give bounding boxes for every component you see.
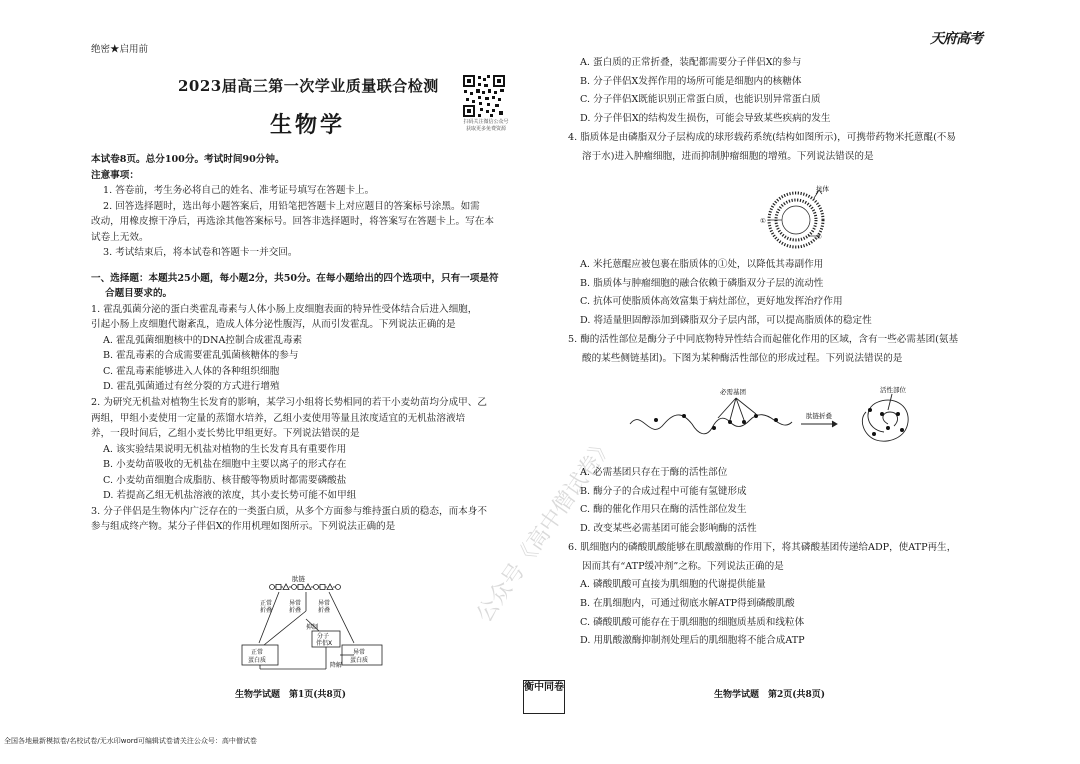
option-b: B. 分子伴侣X发挥作用的场所可能是细胞内的核糖体	[580, 75, 802, 87]
subject-title: 生物学	[270, 112, 346, 138]
svg-text:折叠: 折叠	[289, 607, 302, 614]
fig3-misfold: 异常	[318, 600, 331, 607]
option-d: D. 将适量胆固醇添加到磷脂双分子层内部，可以提高脂质体的稳定性	[580, 315, 872, 327]
question-6-line: 6. 肌细胞内的磷酸肌酸能够在肌酸激酶的作用下，将其磷酸基团传递给ADP，使ATP再生，	[568, 541, 957, 553]
fig4-antibody: 抗体	[816, 185, 829, 193]
exam-title: 2023届高三第一次学业质量联合检测	[178, 77, 439, 95]
option-c: C. 分子伴侣X既能识别正常蛋白质，也能识别异常蛋白质	[580, 94, 821, 106]
option-c: C. 磷酸肌酸可能存在于肌细胞的细胞质基质和线粒体	[580, 616, 805, 628]
note-line: 2. 回答选择题时，选出每小题答案后，用铅笔把答题卡上对应题目的答案标号涂黑。如需	[103, 200, 480, 212]
question-4-line: 溶于水)进入肿瘤细胞，进而抑制肿瘤细胞的增殖。下列说法错误的是	[582, 150, 874, 162]
svg-text:伴侣X: 伴侣X	[316, 640, 333, 647]
option-b: B. 霍乱毒素的合成需要霍乱弧菌核糖体的参与	[103, 350, 299, 362]
fig5-active-site: 活性部位	[880, 386, 906, 394]
question-1-line: 引起小肠上皮细胞代谢紊乱，造成人体分泌性腹泻，从而引发霍乱。下列说法正确的是	[91, 319, 456, 331]
fig3-degrade: 降解	[330, 662, 343, 669]
figure-enzyme	[626, 384, 942, 460]
question-5-line: 5. 酶的活性部位是酶分子中同底物特异性结合而起催化作用的区域，含有一些必需基团(氨基	[568, 333, 959, 345]
option-b: B. 小麦幼苗吸收的无机盐在细胞中主要以离子的形式存在	[103, 459, 347, 471]
option-d: D. 分子伴侣X的结构发生损伤，可能会导致某些疾病的发生	[580, 113, 831, 125]
qr-caption: 扫码关注微信公众号 获取更多免费资源	[463, 119, 509, 132]
option-a: A. 必需基团只存在于酶的活性部位	[580, 467, 728, 478]
brand-logo: 天府高考	[930, 31, 982, 47]
option-b: B. 在肌细胞内，可通过彻底水解ATP得到磷酸肌酸	[580, 597, 795, 609]
secret-label: 绝密★启用前	[91, 44, 149, 55]
right-column-top	[568, 54, 998, 166]
svg-text:蛋白质: 蛋白质	[350, 657, 369, 664]
option-d: D. 若提高乙组无机盐溶液的浓度，其小麦长势可能不如甲组	[103, 490, 357, 502]
option-d: D. 霍乱弧菌通过有丝分裂的方式进行增殖	[103, 381, 280, 393]
fig3-peptide-label: 肽链	[292, 575, 305, 583]
question-2-line: 养，一段时间后，乙组小麦长势比甲组更好。下列说法错误的是	[91, 428, 360, 440]
question-5-line: 酸的某些侧链基团)。下图为某种酶活性部位的形成过程。下列说法错误的是	[582, 352, 903, 364]
section-heading: 一、选择题：本题共25小题，每小题2分，共50分。在每小题给出的四个选项中，只有一项是符	[91, 272, 499, 284]
svg-text:蛋白质: 蛋白质	[248, 657, 267, 664]
fig3-inhibit: 抑制	[306, 624, 319, 631]
option-a: A. 磷酸肌酸可直接为肌细胞的代谢提供能量	[580, 579, 766, 591]
option-a: A. 米托蒽醌应被包裹在脂质体的①处，以降低其毒副作用	[580, 259, 824, 270]
note-line: 1. 答卷前，考生务必将自己的姓名、准考证号填写在答题卡上。	[103, 185, 375, 197]
svg-text:折叠: 折叠	[318, 607, 331, 614]
question-1-line: 1. 霍乱弧菌分泌的蛋白类霍乱毒素与人体小肠上皮细胞表面的特异性受体结合后进入细胞，	[91, 303, 478, 315]
option-b: B. 脂质体与肿瘤细胞的融合依赖于磷脂双分子层的流动性	[580, 277, 824, 289]
footer-page-2: 生物学试题 第2页(共8页)	[714, 690, 826, 700]
left-column	[91, 152, 519, 535]
option-a: A. 霍乱弧菌细胞核中的DNA控制合成霍乱毒素	[103, 334, 303, 346]
option-d: D. 用肌酸激酶抑制剂处理后的肌细胞将不能合成ATP	[580, 635, 805, 647]
fig3-normal-fold: 正常	[260, 600, 273, 607]
fig3-normal-protein: 正常	[251, 649, 264, 656]
exam-info: 本试卷8页。总分100分。考试时间90分钟。	[91, 154, 285, 165]
right-column-bottom	[568, 464, 998, 651]
question-2-line: 2. 为研究无机盐对植物生长发育的影响，某学习小组将长势相同的若干小麦幼苗均分成甲、乙	[91, 396, 487, 408]
qr-code	[462, 74, 506, 118]
fig5-fold-label: 肽链折叠	[806, 412, 832, 420]
fig5-essential-group: 必需基团	[720, 388, 746, 396]
question-4-line: 4. 脂质体是由磷脂双分子层构成的球形载药系统(结构如图所示)，可携带药物米托蒽醌(不易	[568, 131, 956, 143]
notes-title: 注意事项：	[91, 169, 139, 181]
watermark: 公众号《高中僧试卷》	[472, 432, 619, 628]
fig4-label-2: ②	[816, 233, 822, 241]
option-b: B. 酶分子的合成过程中可能有氢键形成	[580, 485, 747, 497]
note-line: 试卷上无效。	[91, 231, 149, 243]
option-c: C. 霍乱毒素能够进入人体的各种组织细胞	[103, 365, 280, 377]
option-a: A. 该实验结果说明无机盐对植物的生长发育具有重要作用	[103, 443, 347, 455]
figure-liposome	[756, 184, 846, 250]
figure-chaperone	[234, 573, 394, 673]
option-c: C. 酶的催化作用只在酶的活性部位发生	[580, 504, 747, 516]
note-line: 3. 考试结束后，将本试卷和答题卡一并交回。	[103, 247, 298, 259]
fig3-abnormal-protein: 异常	[353, 649, 366, 656]
question-2-line: 两组，甲组小麦使用一定量的蒸馏水培养，乙组小麦使用等量且浓度适宜的无机盐溶液培	[91, 412, 466, 424]
svg-text:折叠: 折叠	[260, 607, 273, 614]
option-c: C. 抗体可使脂质体高效富集于病灶部位，更好地发挥治疗作用	[580, 296, 843, 308]
center-stamp: 衡中同卷	[523, 680, 565, 714]
question-3-line: 3. 分子伴侣是生物体内广泛存在的一类蛋白质，从多个方面参与维持蛋白质的稳态，而本身不	[91, 505, 487, 517]
fig4-label-1: ①	[760, 217, 766, 225]
right-column-mid	[568, 256, 998, 368]
fig3-abnormal-fold: 异常	[289, 600, 302, 607]
fig3-chaperone: 分子	[317, 633, 330, 640]
option-d: D. 改变某些必需基团可能会影响酶的活性	[580, 523, 757, 535]
note-line: 改动，用橡皮擦干净后，再选涂其他答案标号。回答非选择题时，将答案写在答题卡上。写在本	[91, 216, 494, 228]
footer-page-1: 生物学试题 第1页(共8页)	[235, 690, 347, 700]
question-6-line: 因而其有“ATP缓冲剂”之称。下列说法正确的是	[582, 560, 784, 572]
bottom-note: 全国各地最新模拟卷/名校试卷/无水印word可编辑试卷请关注公众号：高中僧试卷	[4, 737, 257, 745]
section-heading-cont: 合题目要求的。	[105, 288, 173, 300]
option-c: C. 小麦幼苗细胞合成脂肪、核苷酸等物质时都需要磷酸盐	[103, 474, 347, 486]
question-3-line: 参与组成终产物。某分子伴侣X的作用机理如图所示。下列说法正确的是	[91, 521, 396, 533]
option-a: A. 蛋白质的正常折叠，装配都需要分子伴侣X的参与	[580, 57, 802, 68]
